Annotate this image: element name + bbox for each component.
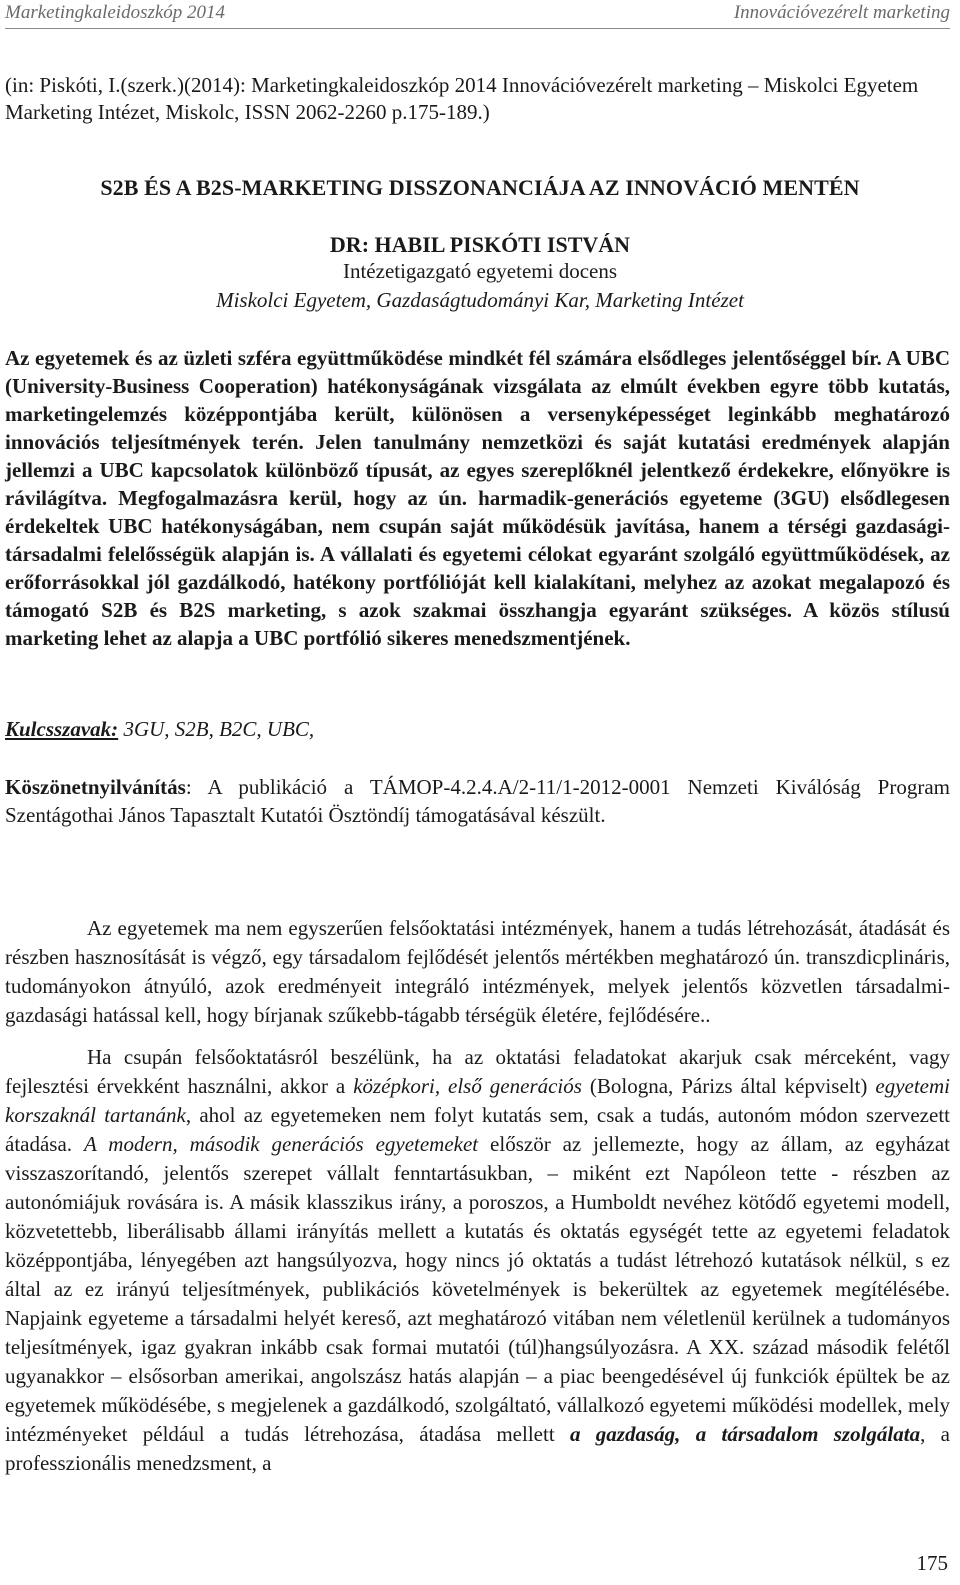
paper-title: S2B ÉS A B2S-MARKETING DISSZONANCIÁJA AZ INNOVÁCIÓ MENTÉN xyxy=(100,175,860,200)
paragraph-2-strong-emphasis: a gazdaság, a társadalom szolgálata xyxy=(569,1422,921,1446)
paragraph-2-text-1: Ha csupán felsőoktatásról beszélünk, ha az oktatási feladatokat akarjuk csak mérceként, vagy fejlesztési érvekként használni, akkor a xyxy=(5,1045,950,1098)
author-affiliation: Miskolci Egyetem, Gazdaságtudományi Kar, Marketing Intézet xyxy=(216,288,744,312)
header-journal-title: Marketingkaleidoszkóp 2014 xyxy=(5,2,226,23)
author-position: Intézetigazgató egyetemi docens xyxy=(342,259,618,283)
paragraph-2-text-2: (Bologna, Párizs által képviselt) xyxy=(581,1074,876,1098)
keywords-value: 3GU, S2B, B2C, UBC, xyxy=(118,717,315,741)
paragraph-2-emphasis-3: A modern, második generációs egyetemeket xyxy=(83,1132,479,1156)
paragraph-2-text-5: , a professzionális menedzsment, a xyxy=(5,1422,950,1475)
paragraph-2-text-3: , ahol az egyetemeken nem folyt kutatás sem, csak a tudás, autonóm módon szervezett átadása. xyxy=(5,1103,950,1156)
body-text xyxy=(5,914,950,1478)
citation: (in: Piskóti, I.(szerk.)(2014): Marketingkaleidoszkóp 2014 Innovációvezérelt marketing – Miskolci Egyetem Marketing Intézet, Miskolc, ISSN 2062-2260 p.175-189.) xyxy=(5,73,919,124)
paragraph-1: Az egyetemek ma nem egyszerűen felsőoktatási intézmények, hanem a tudás létrehozását, átadását és részben hasznosítását is végző, egy társadalom fejlődését jelentős mértékben meghatározó ún. transzdicplináris, tudományokon átnyúló, azok eredményeit integráló intézmények, melyek jelentős közvetlen társadalmi-gazdasági hatással kell, hogy bírjanak szűkebb-tágabb térségük életére, fejlődésére.. xyxy=(5,916,950,1027)
acknowledgement xyxy=(5,773,950,829)
header-issue-title: Innovációvezérelt marketing xyxy=(733,2,950,23)
paragraph-2-text-4: először az jellemezte, hogy az állam, az egyházat visszaszorítandó, jelentős szerepet vállalt fenntartásukban, – miként ezt Napóleon tette - részben az autonómiájuk rovására is. A másik klasszikus irány, a poroszos, a Humboldt nevéhez kötődő egyetemi modell, közvetettebb, liberálisabb állami irányítás mellett a kutatás és oktatás egységét tette az egyetemi feladatok középpontjába, lényegében azt hangsúlyozva, hogy nincs jó oktatás a tudást létrehozó kutatások nélkül, s ez által az ez irányú teljesítmények, publikációs követelmények is bekerültek az egyetemek megítélésébe. Napjaink egyeteme a társadalmi helyét kereső, azt meghatározó vitában nem véletlenül kerülnek a tudományos teljesítmények, igaz gyakran inkább csak formai mutatói (túl)hangsúlyozásra. A XX. század második felétől ugyanakkor – elsősorban amerikai, angolszász hatás alapján – a piac beengedésével új funkciók épültek be az egyetemek működésébe, s megjelenek a gazdálkodó, szolgáltató, vállalkozó egyetemi működési modellek, mely intézményeket például a tudás létrehozása, átadása mellett xyxy=(5,1132,951,1446)
keywords-label: Kulcsszavak: xyxy=(5,717,119,741)
paragraph-2 xyxy=(5,1043,950,1478)
paragraph-2-emphasis-1: középkori, első generációs xyxy=(353,1074,582,1098)
running-header xyxy=(5,2,950,29)
paragraph-2-emphasis-2: egyetemi korszaknál tartanánk xyxy=(5,1074,950,1127)
keywords xyxy=(5,717,950,742)
acknowledgement-text: : A publikáció a TÁMOP-4.2.4.A/2-11/1-2012-0001 Nemzeti Kiválóság Program Szentágothai János Tapasztalt Kutatói Ösztöndíj támogatásával készült. xyxy=(5,775,950,827)
author-name: DR: HABIL PISKÓTI ISTVÁN xyxy=(329,232,631,257)
page-number: 175 xyxy=(916,1551,948,1575)
acknowledgement-label: Köszönetnyilvánítás xyxy=(5,775,186,799)
abstract: Az egyetemek és az üzleti szféra együttműködése mindkét fél számára elsődleges jelentőséggel bír. A UBC (University-Business Cooperation) hatékonyságának vizsgálata az elmúlt években egyre több kutatás, marketingelemzés középpontjába került, különösen a versenyképességet leginkább meghatározó innovációs teljesítmények terén. Jelen tanulmány nemzetközi és saját kutatási eredmények alapján jellemzi a UBC kapcsolatok különböző típusát, az egyes szereplőknél jelentkező érdekekre, előnyökre is rávilágítva. Megfogalmazásra kerül, hogy az ún. harmadik-generációs egyeteme (3GU) elsődlegesen érdekeltek UBC hatékonyságában, nem csupán saját működésük javítása, hanem a térségi gazdasági-társadalmi felelősségük alapján is. A vállalati és egyetemi célokat egyaránt szolgáló együttműködések, az erőforrásokkal jól gazdálkodó, hatékony portfólióját kell kialakítani, melyhez az azokat megalapozó és támogató S2B és B2S marketing, s azok szakmai összhangja egyaránt szükséges. A közös stílusú marketing lehet az alapja a UBC portfólió sikeres menedszmentjének. xyxy=(5,346,950,650)
